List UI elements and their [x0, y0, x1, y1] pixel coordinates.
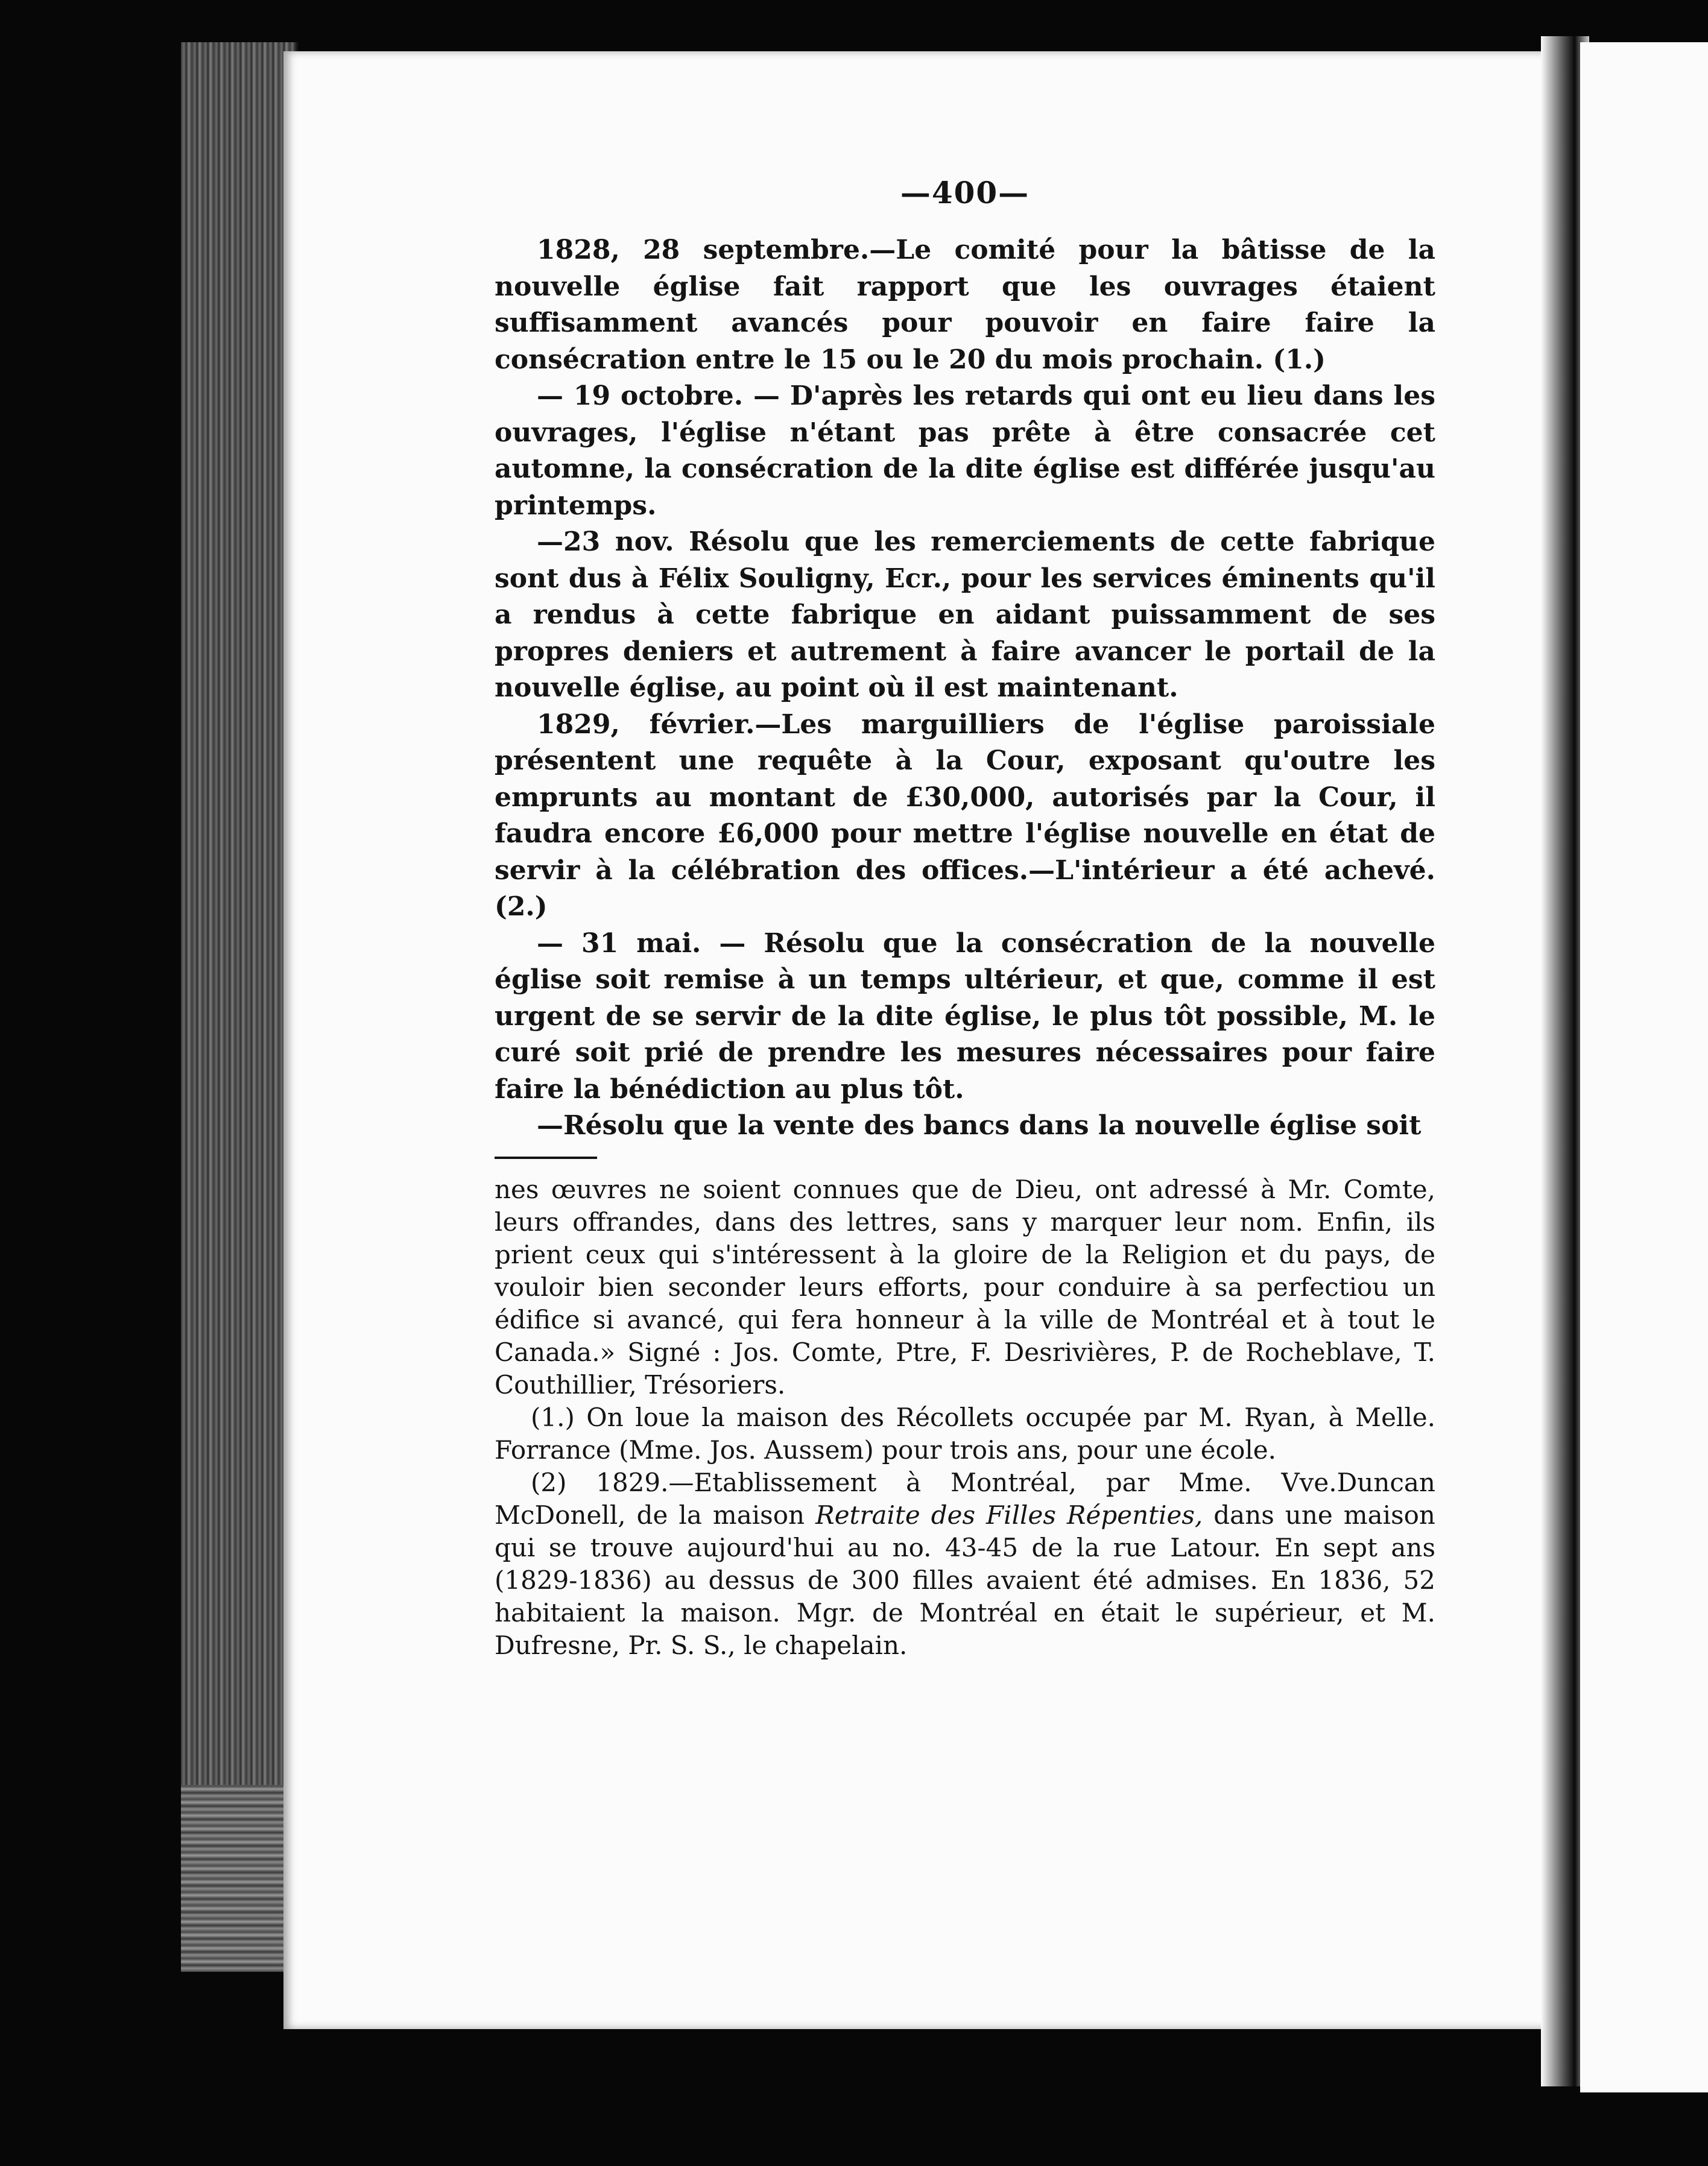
footnote-2-text-b: dans une maison qui se trouve aujourd'hui au no. 43-45 de la rue Latour. En sept ans (1829-1836) au dessus de 300 filles avaient été admises. En 1836, 52 habitaient la maison. Mgr. de Montréal en était le supérieur, et M. Dufresne, Pr. S. S., le chapelain. [495, 1500, 1435, 1660]
page-number: —400— [900, 175, 1030, 210]
entry-vente-des-bancs: —Résolu que la vente des bancs dans la nouvelle église soit [537, 1110, 1422, 1141]
entry-31-mai: — 31 mai. — Résolu que la consécration de la nouvelle église soit remise à un temps ultérieur, et que, comme il est urgent de se servir de la dite église, le plus tôt possible, M. le curé soit prié de prendre les mesures nécessaires pour faire faire la bénédiction au plus tôt. [495, 927, 1435, 1105]
entry-1828-septembre: 1828, 28 septembre.—Le comité pour la bâtisse de la nouvelle église fait rapport que les ouvrages étaient suffisamment avancés pour pouvoir en faire faire la consécration entre le 15 ou le 20 du mois prochain. (1.) [495, 235, 1435, 375]
footnote-continuation: nes œuvres ne soient connues que de Dieu, ont adressé à Mr. Comte, leurs offrandes, dans des lettres, sans y marquer leur nom. Enfin, ils prient ceux qui s'intéressent à la gloire de la Religion et du pays, de vouloir bien seconder leurs efforts, pour conduire à sa perfectiou un édifice si avancé, qui fera honneur à la ville de Montréal et à tout le Canada.» Signé : Jos. Comte, Ptre, F. Desrivières, P. de Rocheblave, T. Couthillier, Trésoriers. [495, 1174, 1435, 1400]
footnote-separator [495, 1157, 597, 1159]
left-page-text [495, 175, 1435, 1662]
footnote-2-text-a: (2) 1829.—Etablissement à Montréal, par Mme. Vve.Duncan McDonell, de la maison [495, 1467, 1435, 1530]
right-page [1580, 42, 1708, 2092]
entry-1829-fevrier: 1829, février.—Les marguilliers de l'église paroissiale présentent une requête à la Cour, exposant qu'outre les emprunts au montant de £30,000, autorisés par la Cour, il faudra encore £6,000 pour mettre l'église nouvelle en état de servir à la célébration des offices.—L'intérieur a été achevé. (2.) [495, 709, 1435, 922]
entry-23-nov: —23 nov. Résolu que les remerciements de cette fabrique sont dus à Félix Souligny, Ecr., pour les services éminents qu'il a rendus à cette fabrique en aidant puissamment de ses propres deniers et autrement à faire avancer le portail de la nouvelle église, au point où il est maintenant. [495, 526, 1435, 703]
footnote-2-italic-title: Retraite des Filles Répenties, [815, 1500, 1203, 1530]
entry-19-octobre: — 19 octobre. — D'après les retards qui ont eu lieu dans les ouvrages, l'église n'étant pas prête à être consacrée cet automne, la consécration de la dite église est différée jusqu'au printemps. [495, 380, 1435, 521]
footnote-1: (1.) On loue la maison des Récollets occupée par M. Ryan, à Melle. Forrance (Mme. Jos. Aussem) pour trois ans, pour une école. [495, 1402, 1435, 1465]
footnote-2 [495, 1467, 1435, 1662]
page-edges-stack [181, 42, 298, 1972]
